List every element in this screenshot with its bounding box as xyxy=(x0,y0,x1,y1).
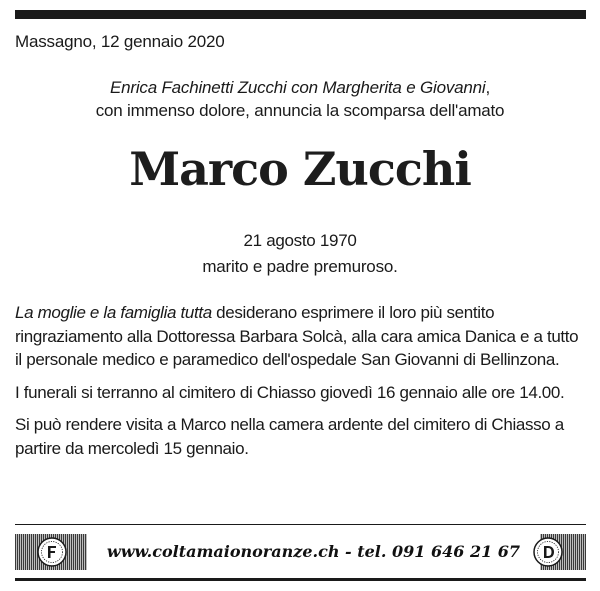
coltamai-medallion-icon xyxy=(533,537,563,567)
thanks-text: desiderano esprimere il loro più sentito ringraziamento alla Dottoressa Barbara Solcà, alla cara amica Danica e a tutto il personale medico e paramedico dell'ospedale San Giovanni di Bellinzona. xyxy=(15,303,579,369)
funeral-paragraph: I funerali si terranno al cimitero di Chiasso giovedì 16 gennaio alle ore 14.00. xyxy=(15,382,565,402)
birth-date: 21 agosto 1970 xyxy=(243,231,357,250)
epithet: marito e padre premuroso. xyxy=(202,257,398,276)
place-date: Massagno, 12 gennaio 2020 xyxy=(15,32,225,51)
family-names-suffix: , xyxy=(485,78,491,97)
visit-paragraph: Si può rendere visita a Marco nella camera ardente del cimitero di Chiasso a partire da mercoledì 15 gennaio. xyxy=(15,415,564,458)
contact-line[interactable]: www.coltamaionoranze.ch - tel. 091 646 21 67 xyxy=(106,542,521,561)
coltamai-medallion-icon xyxy=(37,537,67,567)
footer-contact-panel xyxy=(87,534,540,570)
bottom-rule xyxy=(15,578,586,581)
thanks-lead: La moglie e la famiglia tutta xyxy=(15,303,212,322)
top-rule xyxy=(15,10,586,19)
body-text xyxy=(15,301,587,469)
footer-band xyxy=(15,534,586,570)
announcement xyxy=(0,76,600,122)
deceased-name: Marco Zucchi xyxy=(129,142,471,196)
thanks-paragraph xyxy=(15,301,587,372)
announcement-family-line xyxy=(0,76,600,99)
footer-divider xyxy=(15,524,586,525)
family-names: Enrica Fachinetti Zucchi con Margherita e Giovanni xyxy=(109,78,486,97)
announcement-line: con immenso dolore, annuncia la scomparsa dell'amato xyxy=(95,101,505,120)
